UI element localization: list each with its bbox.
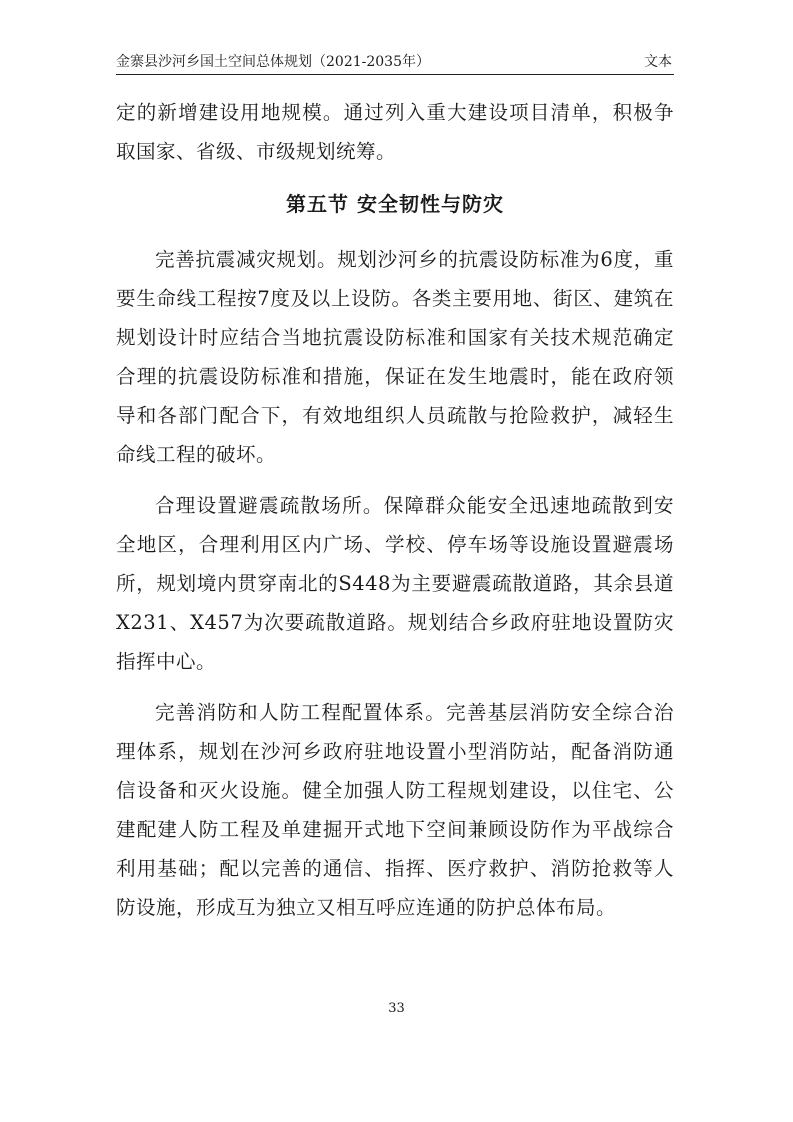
continuation-paragraph: 定的新增建设用地规模。通过列入重大建设项目清单，积极争取国家、省级、市级规划统筹。	[116, 101, 674, 163]
document-body	[116, 93, 674, 927]
page-number: 33	[388, 1001, 405, 1016]
paragraph-lead: 完善消防和人防工程配置体系。	[155, 701, 447, 724]
paragraph-text: 完善基层消防安全综合治理体系，规划在沙河乡政府驻地设置小型消防站，配备消防通信设备和灭火设施。健全加强人防工程规划建设，以住宅、公建配建人防工程及单建掘开式地下空间兼顾设防作为平战综合利用基础；配以完善的通信、指挥、医疗救护、消防抢救等人防设施，形成互为独立又相互呼应连通的防护总体布局。	[116, 701, 674, 919]
paragraph-text: 规划沙河乡的抗震设防标准为6度，重要生命线工程按7度及以上设防。各类主要用地、街区、建筑在规划设计时应结合当地抗震设防标准和国家有关技术规范确定合理的抗震设防标准和措施，保证在发生地震时，能在政府领导和各部门配合下，有效地组织人员疏散与抢险救护，减轻生命线工程的破坏。	[116, 248, 674, 466]
section-heading: 第五节 安全韧性与防灾	[286, 192, 504, 216]
paragraph-seismic-planning	[116, 240, 674, 474]
paragraph-text: 保障群众能安全迅速地疏散到安全地区，合理利用区内广场、学校、停车场等设施设置避震场所，规划境内贯穿南北的S448为主要避震疏散道路，其余县道X231、X457为次要疏散道路。规划结合乡政府驻地设置防灾指挥中心。	[116, 494, 674, 673]
paragraph-lead: 完善抗震减灾规划。	[155, 248, 338, 271]
paragraph-evacuation-sites	[116, 486, 674, 681]
document-title: 金寨县沙河乡国土空间总体规划（2021-2035年）	[116, 54, 430, 70]
paragraph-lead: 合理设置避震疏散场所。	[155, 494, 384, 517]
page-header	[116, 52, 674, 75]
paragraph-fire-civil-defense	[116, 693, 674, 927]
document-type: 文本	[644, 54, 672, 70]
